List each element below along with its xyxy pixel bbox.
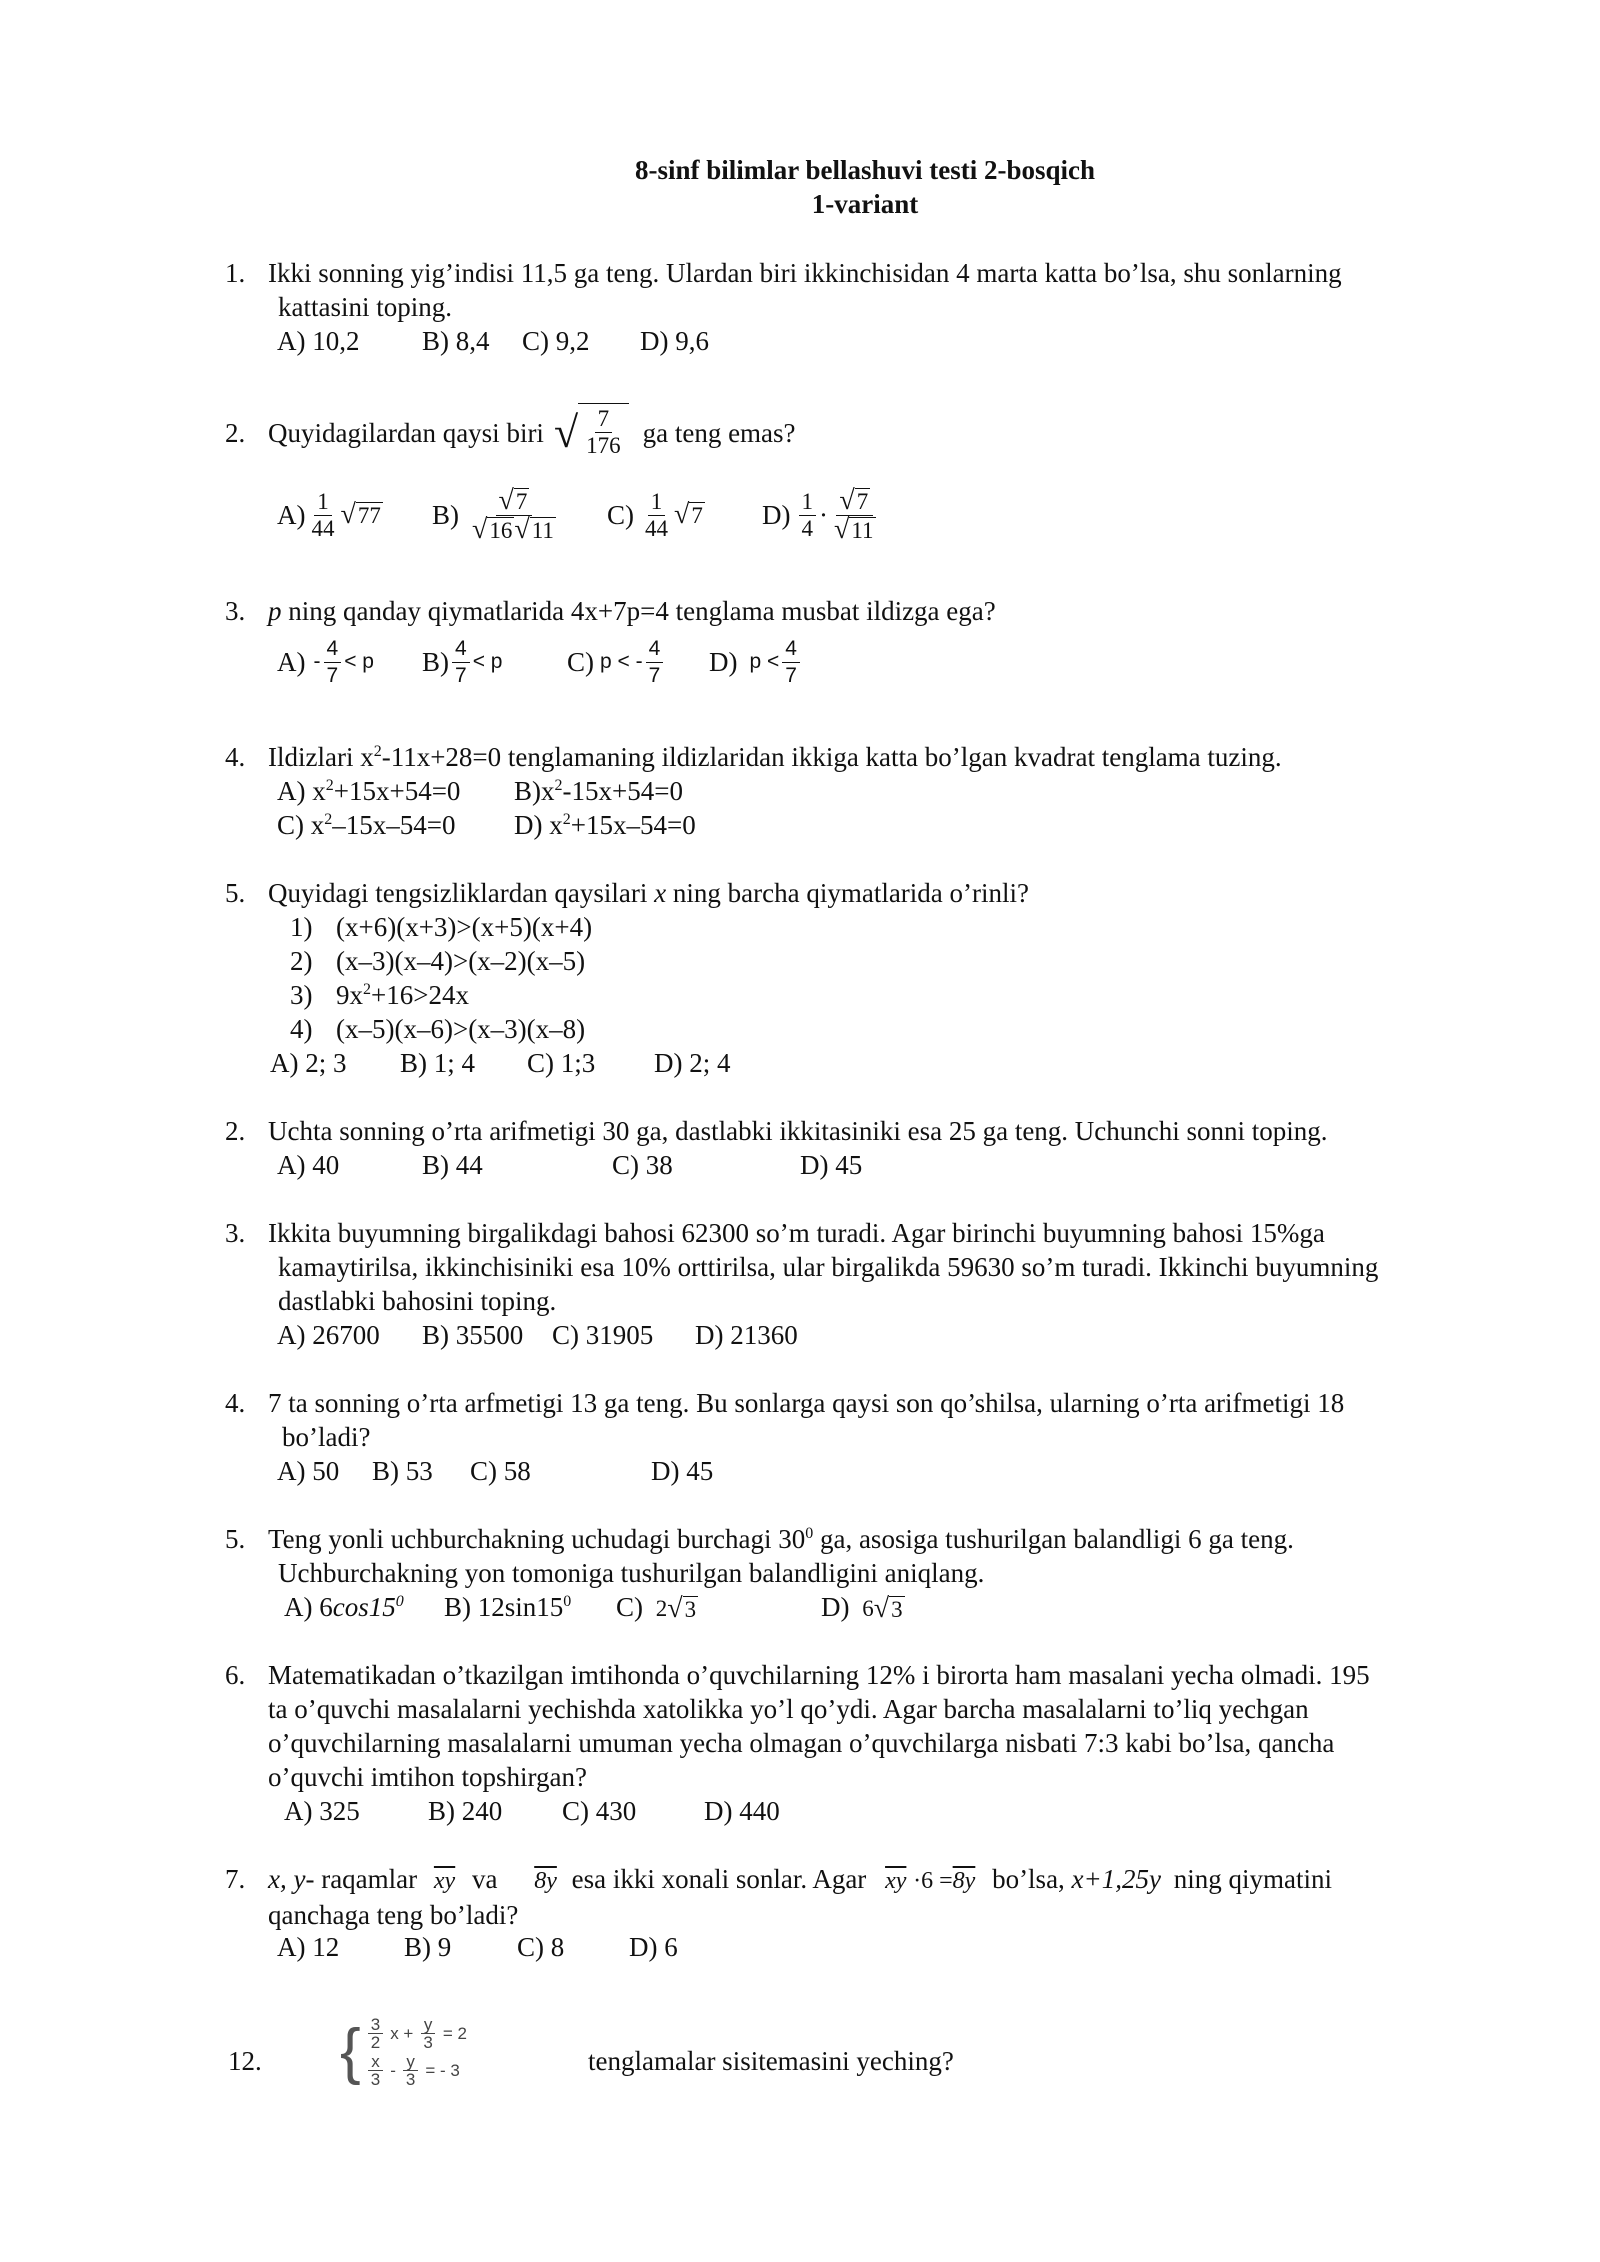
question-text-part: -11x+28=0 tenglamaning ildizlaridan ikkiga katta bo’lgan kvadrat tenglama tuzing. — [381, 742, 1282, 772]
fraction-denominator: 44 — [645, 515, 668, 541]
option-label: D) — [762, 500, 791, 530]
question-number: 5. — [225, 1524, 246, 1554]
option-a[interactable]: A) 26700 — [277, 1320, 380, 1350]
option-b[interactable]: B) 9 — [404, 1932, 452, 1962]
fraction-numerator: 1 — [648, 489, 666, 516]
fraction-numerator: 4 — [782, 636, 800, 663]
question-text-line: o’quvchi imtihon topshirgan? — [268, 1762, 587, 1792]
option-c[interactable]: C) 2 √ 3 — [616, 1592, 697, 1625]
option-b[interactable]: B) √ 7 √ 16 √ 11 — [432, 484, 554, 545]
radicand: 7 — [515, 488, 528, 514]
superscript: 2 — [363, 981, 371, 998]
question-text — [268, 1216, 1508, 1318]
question-number: 12. — [228, 2046, 262, 2076]
option-text: cos15 — [332, 1592, 396, 1622]
fraction-numerator: y — [421, 2016, 436, 2034]
question-text-part: Ildizlari x — [268, 742, 374, 772]
variable: x — [654, 878, 667, 908]
coefficient: 6 — [862, 1596, 874, 1621]
question-text: tenglamalar sisitemasini yeching? — [588, 2046, 954, 2076]
option-label: C) — [616, 1592, 643, 1622]
fraction-denominator: 3 — [423, 2033, 433, 2052]
option-text: C) x — [277, 810, 325, 840]
item-text: (x–5)(x–6)>(x–3)(x–8) — [336, 1014, 586, 1044]
item-number: 3) — [290, 980, 313, 1010]
brace-icon: { — [340, 2017, 361, 2086]
equation-2 — [365, 2053, 467, 2088]
option-text: A) 6 — [284, 1592, 333, 1622]
question-text-part: ga, asosiga tushurilgan balandligi 6 ga teng. — [813, 1524, 1294, 1554]
fraction-numerator: 4 — [646, 636, 664, 663]
question-number: 7. — [225, 1864, 246, 1894]
question-number: 4. — [225, 1388, 246, 1418]
math-operator: ·6 = — [913, 1868, 953, 1894]
fraction-denominator: 7 — [326, 663, 339, 687]
question-text — [268, 1386, 1508, 1454]
option-b[interactable] — [422, 630, 502, 694]
question-text-line: Ikki sonning yig’indisi 11,5 ga teng. Ulardan biri ikkinchisidan 4 marta katta bo’lsa, shu sonlarning — [268, 258, 1342, 288]
expression: x+1,25y — [1071, 1864, 1161, 1894]
option-a[interactable]: A) 10,2 — [277, 326, 360, 356]
item-text: 9x — [336, 980, 363, 1010]
question-text-line: o’quvchilarning masalalarni umuman yecha olmagan o’quvchilarga nisbati 7:3 kabi bo’lsa, qancha — [268, 1728, 1335, 1758]
question-number: 5. — [225, 878, 246, 908]
fraction-denominator: 4 — [801, 515, 813, 541]
option-math: p < - — [600, 650, 643, 673]
question-text-line — [268, 1862, 1508, 1898]
question-12 — [0, 2016, 1600, 2106]
variable: x, y — [268, 1864, 306, 1894]
option-d[interactable] — [709, 630, 803, 694]
radicand: 77 — [357, 502, 381, 528]
variant-label: 1-variant — [811, 189, 919, 219]
fraction-denominator: 3 — [370, 2070, 381, 2089]
option-math: - — [313, 650, 321, 673]
option-c[interactable]: C) 58 — [470, 1456, 531, 1486]
question-text — [268, 740, 1508, 774]
option-a[interactable] — [277, 630, 374, 694]
question-text — [268, 1522, 1508, 1590]
multiply-dot: · — [819, 500, 828, 530]
question-text-part: Quyidagi tengsizliklardan qaysilari — [268, 878, 655, 908]
question-text-part: bo’lsa, — [992, 1864, 1065, 1894]
option-a[interactable]: A) 12 — [277, 1932, 340, 1962]
option-label: D) — [709, 647, 738, 677]
option-label: B) — [432, 500, 459, 530]
question-number: 1. — [225, 258, 246, 288]
option-c[interactable]: C) 1;3 — [527, 1048, 596, 1078]
item-text: (x–3)(x–4)>(x–2)(x–5) — [336, 946, 586, 976]
option-d[interactable] — [514, 808, 696, 842]
question-text-line: 7 ta sonning o’rta arfmetigi 13 ga teng. Bu sonlarga qaysi son qo’shilsa, ularning o’rta arifmetigi 18 — [268, 1388, 1345, 1418]
question-number: 3. — [225, 1218, 246, 1248]
option-text: B) 12sin15 — [444, 1592, 564, 1622]
option-b[interactable]: B) 1; 4 — [400, 1048, 476, 1078]
option-label: C) — [607, 500, 634, 530]
item-text: (x+6)(x+3)>(x+5)(x+4) — [336, 912, 593, 942]
option-c[interactable]: C) 31905 — [552, 1320, 654, 1350]
option-d[interactable]: D) 440 — [704, 1796, 780, 1826]
superscript: 2 — [325, 777, 334, 794]
option-math: p < — [749, 650, 780, 673]
radicand: 16 — [489, 517, 513, 543]
question-text-part: Teng yonli uchburchakning uchudagi burchagi 30 — [268, 1524, 806, 1554]
option-d[interactable]: D) 6 — [629, 1932, 678, 1962]
option-label: C) — [567, 647, 594, 677]
option-d[interactable]: D) 9,6 — [640, 326, 709, 356]
question-text-part: ga teng emas? — [642, 418, 796, 448]
item-text: +16>24x — [371, 980, 469, 1010]
question-text — [268, 256, 1508, 324]
superscript: 2 — [562, 811, 571, 828]
fraction-denominator: 7 — [455, 663, 467, 687]
question-text-line: Matematikadan o’tkazilgan imtihonda o’quvchilarning 12% i birorta ham masalani yecha olmadi. 195 — [268, 1660, 1370, 1690]
page-title — [0, 153, 1600, 221]
coefficient: 2 — [655, 1596, 668, 1621]
fraction-denominator: 2 — [370, 2033, 381, 2052]
question-number: 6. — [225, 1660, 246, 1690]
equation-rhs: = - 3 — [425, 2060, 460, 2080]
option-b[interactable] — [444, 1590, 571, 1624]
option-b[interactable]: B) 53 — [372, 1456, 433, 1486]
radicand: 11 — [531, 517, 554, 543]
equation-system — [340, 2016, 467, 2088]
sqrt-expression: √ $\frac{7}{176}$ — [554, 403, 629, 463]
option-a[interactable]: A) 325 — [284, 1796, 360, 1826]
option-a[interactable] — [284, 1590, 404, 1624]
option-b[interactable] — [514, 774, 683, 808]
fraction-denominator: 7 — [648, 663, 661, 687]
option-c[interactable]: C) 38 — [612, 1150, 673, 1180]
list-item — [290, 1012, 585, 1046]
answer-options — [277, 630, 797, 694]
equation-term: - — [390, 2060, 396, 2080]
question-text-part: Quyidagilardan qaysi biri — [268, 418, 544, 448]
question-text-line: kattasini toping. — [278, 292, 452, 322]
fraction-numerator: 4 — [324, 636, 342, 663]
question-text-part: esa ikki xonali sonlar. Agar — [571, 1864, 867, 1894]
option-text: B)x — [514, 776, 555, 806]
equation-rhs: = 2 — [442, 2023, 467, 2043]
question-text-line — [268, 1522, 1508, 1556]
question-text — [268, 398, 1508, 468]
option-d[interactable]: D) $\frac{1}{4}$ · √ 7 √ 11 — [762, 484, 874, 545]
question-number: 3. — [225, 596, 246, 626]
fraction-denominator: 176 — [586, 433, 621, 458]
item-number: 2) — [290, 946, 313, 976]
fraction-numerator: y — [403, 2053, 418, 2071]
option-d[interactable]: D) 45 — [651, 1456, 714, 1486]
option-b[interactable]: B) 240 — [428, 1796, 503, 1826]
option-a[interactable]: A) 2; 3 — [270, 1048, 347, 1078]
option-c[interactable]: C) 8 — [517, 1932, 565, 1962]
option-a[interactable]: A) $\frac{1}{44}$ √ 77 — [277, 488, 381, 541]
answer-options — [277, 480, 874, 550]
superscript: 0 — [563, 1593, 572, 1610]
option-d[interactable]: D) 21360 — [695, 1320, 798, 1350]
option-d[interactable]: D) 6 √ 3 — [821, 1592, 903, 1625]
option-math: < p — [472, 650, 503, 673]
option-text: –15x–54=0 — [332, 810, 456, 840]
list-item — [290, 944, 585, 978]
equation-1 — [365, 2016, 467, 2051]
question-text-line: Ikkita buyumning birgalikdagi bahosi 62300 so’m turadi. Agar birinchi buyumning bahosi 15%ga — [268, 1218, 1325, 1248]
option-b[interactable]: B) 35500 — [422, 1320, 524, 1350]
option-a[interactable] — [277, 774, 460, 808]
question-number: 4. — [225, 742, 246, 772]
option-label: A) — [277, 500, 306, 530]
question-text-part: ning barcha qiymatlarida o’rinli? — [666, 878, 1030, 908]
two-digit-number: 8y — [952, 1868, 976, 1894]
item-number: 1) — [290, 912, 313, 942]
option-text: +15x–54=0 — [570, 810, 696, 840]
option-a[interactable]: A) 40 — [277, 1150, 340, 1180]
two-digit-number: 8y — [534, 1868, 557, 1894]
question-text-part: - raqamlar — [305, 1864, 418, 1894]
option-text: -15x+54=0 — [562, 776, 683, 806]
equation-term: x + — [390, 2023, 414, 2043]
option-d[interactable]: D) 45 — [800, 1150, 863, 1180]
two-digit-number: $\overline{xy}$ — [433, 1868, 456, 1894]
option-d[interactable]: D) 2; 4 — [654, 1048, 731, 1078]
option-a[interactable]: A) 50 — [277, 1456, 340, 1486]
fraction-denominator: 7 — [785, 663, 797, 687]
superscript: 2 — [324, 811, 333, 828]
fraction-numerator: 7 — [595, 406, 613, 433]
fraction-denominator: 3 — [405, 2070, 416, 2089]
radicand: 3 — [684, 1597, 697, 1623]
option-text: A) x — [277, 776, 326, 806]
option-text: +15x+54=0 — [333, 776, 461, 806]
question-text — [268, 594, 1508, 628]
question-text-part: ning qanday qiymatlarida 4x+7p=4 tenglama musbat ildizga ega? — [281, 596, 996, 626]
list-item — [290, 978, 469, 1012]
superscript: 0 — [805, 1525, 814, 1542]
question-text — [268, 1658, 1508, 1794]
question-text: Uchta sonning o’rta arifmetigi 30 ga, dastlabki ikkitasiniki esa 25 ga teng. Uchunchi sonni toping. — [268, 1116, 1328, 1146]
radicand: 3 — [891, 1597, 903, 1623]
radicand: 7 — [856, 488, 869, 514]
question-text-line: kamaytirilsa, ikkinchisiniki esa 10% orttirilsa, ular birgalikda 59630 so’m turadi. Ikkinchi buyumning — [278, 1252, 1379, 1282]
option-c[interactable] — [277, 808, 455, 842]
option-math: < p — [344, 650, 374, 673]
option-c[interactable]: C) 9,2 — [522, 326, 590, 356]
superscript: 2 — [373, 743, 382, 760]
fraction-numerator: 3 — [368, 2016, 383, 2034]
option-c[interactable] — [567, 630, 666, 694]
superscript: 0 — [395, 1593, 404, 1610]
test-title: 8-sinf bilimlar bellashuvi testi 2-bosqich — [634, 155, 1096, 185]
fraction-denominator: 44 — [311, 515, 335, 541]
superscript: 2 — [554, 777, 563, 794]
question-text-line: dastlabki bahosini toping. — [278, 1286, 557, 1316]
fraction-numerator: 1 — [314, 489, 332, 516]
option-text: D) x — [514, 810, 563, 840]
item-number: 4) — [290, 1014, 313, 1044]
variable: p — [268, 596, 282, 626]
option-b[interactable]: B) 44 — [422, 1150, 483, 1180]
list-item — [290, 910, 592, 944]
fraction-numerator: 1 — [799, 489, 817, 516]
option-label: D) — [821, 1592, 850, 1622]
option-c[interactable]: C) 430 — [562, 1796, 637, 1826]
question-text-line: Uchburchakning yon tomoniga tushurilgan balandligini aniqlang. — [278, 1558, 985, 1588]
two-digit-number: $\overline{xy}$ — [885, 1868, 907, 1894]
question-text-part: va — [471, 1864, 498, 1894]
question-text — [268, 876, 1508, 910]
question-number: 2. — [225, 1116, 246, 1146]
option-b[interactable]: B) 8,4 — [422, 326, 490, 356]
option-label: A) — [277, 647, 306, 677]
option-label: B) — [422, 647, 449, 677]
option-c[interactable]: C) $\frac{1}{44}$ √ 7 — [607, 488, 703, 541]
question-text — [268, 1862, 1508, 1932]
fraction-numerator: x — [368, 2053, 383, 2071]
question-text-part: ning qiymatini — [1173, 1864, 1332, 1894]
question-number: 2. — [225, 418, 246, 448]
fraction-numerator: 4 — [452, 636, 470, 663]
radicand: 7 — [691, 502, 703, 528]
radicand: 11 — [851, 517, 874, 543]
question-text-line: ta o’quvchi masalalarni yechishda xatolikka yo’l qo’ydi. Agar barcha masalalarni to’liq yechgan — [268, 1694, 1309, 1724]
question-text-line: bo’ladi? — [282, 1422, 371, 1452]
question-text-line: qanchaga teng bo’ladi? — [268, 1900, 519, 1930]
